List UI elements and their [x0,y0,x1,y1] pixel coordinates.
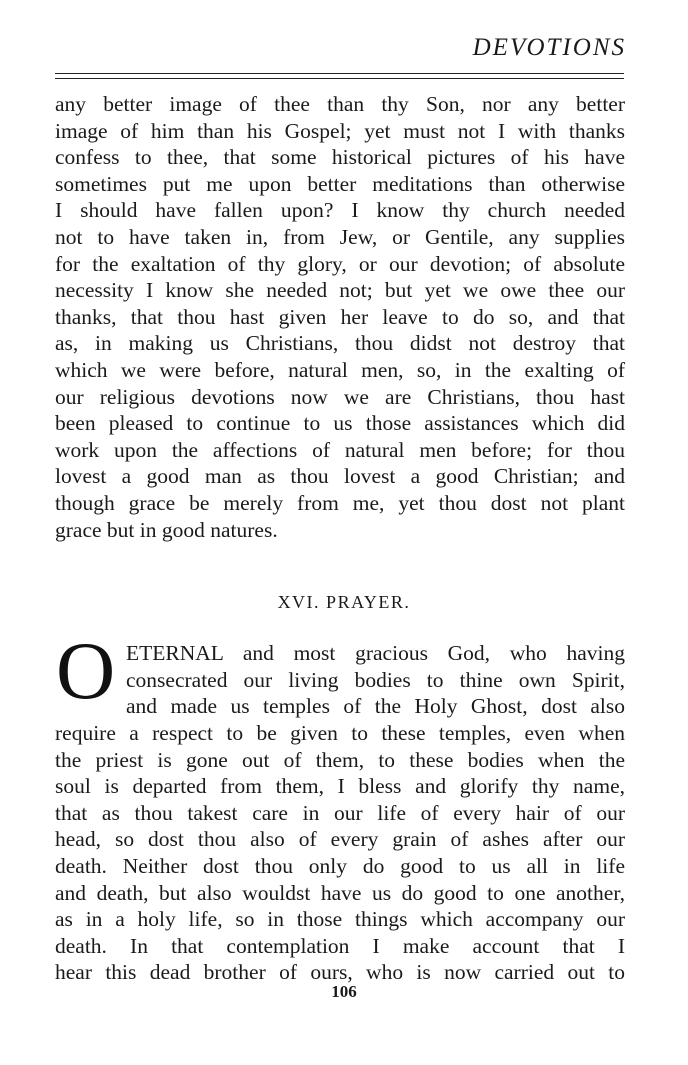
text-line: necessity I know she needed not; but yet we owe thee our [55,278,625,303]
text-line: image of him than his Gospel; yet must not I with thanks [55,118,625,143]
continuation-paragraph [55,91,625,543]
text-line: and made us temples of the Holy Ghost, dost also [126,694,625,719]
text-line: and death, but also wouldst have us do good to one another, [55,880,625,905]
drop-cap: O [56,625,116,716]
text-line: hear this dead brother of ours, who is now carried out to [55,960,625,985]
text-line: not to have taken in, from Jew, or Gentile, any supplies [55,224,625,249]
text-line: confess to thee, that some historical pictures of his have [55,145,625,170]
text-line: the priest is gone out of them, to these bodies when the [55,747,625,772]
section-heading: XVI. PRAYER. [277,592,411,612]
text-line: which we were before, natural men, so, in the exalting of [55,357,625,382]
text-line: thanks, that thou hast given her leave to do so, and that [55,304,625,329]
text-line: death. Neither dost thou only do good to us all in life [55,853,625,878]
text-line: consecrated our living bodies to thine own Spirit, [126,667,625,692]
text-line: though grace be merely from me, yet thou dost not plant [55,490,625,515]
prayer-indented-lines [126,640,625,720]
text-line: head, so dost thou also of every grain of ashes after our [55,827,625,852]
text-line: sometimes put me upon better meditations than otherwise [55,171,625,196]
text-line: soul is departed from them, I bless and glorify thy name, [55,774,625,799]
text-line: any better image of thee than thy Son, nor any better [55,92,625,116]
prayer-paragraph [55,720,625,986]
text-line: lovest a good man as thou lovest a good Christian; and [55,464,625,489]
text-line: for the exaltation of thy glory, or our devotion; of absolute [55,251,625,276]
text-line: death. In that contemplation I make account that I [55,933,625,958]
header-rule-bottom [55,78,624,79]
text-line: ETERNAL and most gracious God, who having [126,641,625,665]
text-line: require a respect to be given to these temples, even when [55,721,625,745]
text-line: as, in making us Christians, thou didst not destroy that [55,331,625,356]
text-line: as in a holy life, so in those things which accompany our [55,907,625,932]
text-line: grace but in good natures. [55,517,278,542]
text-line: been pleased to continue to us those assistances which did [55,411,625,436]
text-line: our religious devotions now we are Christians, thou hast [55,384,625,409]
text-line: that as thou takest care in our life of every hair of our [55,800,625,825]
page-number: 106 [331,982,357,1001]
text-line: I should have fallen upon? I know thy church needed [55,198,625,223]
text-line: work upon the affections of natural men before; for thou [55,437,625,462]
running-head: DEVOTIONS [472,34,626,61]
header-rule-top [55,73,624,74]
